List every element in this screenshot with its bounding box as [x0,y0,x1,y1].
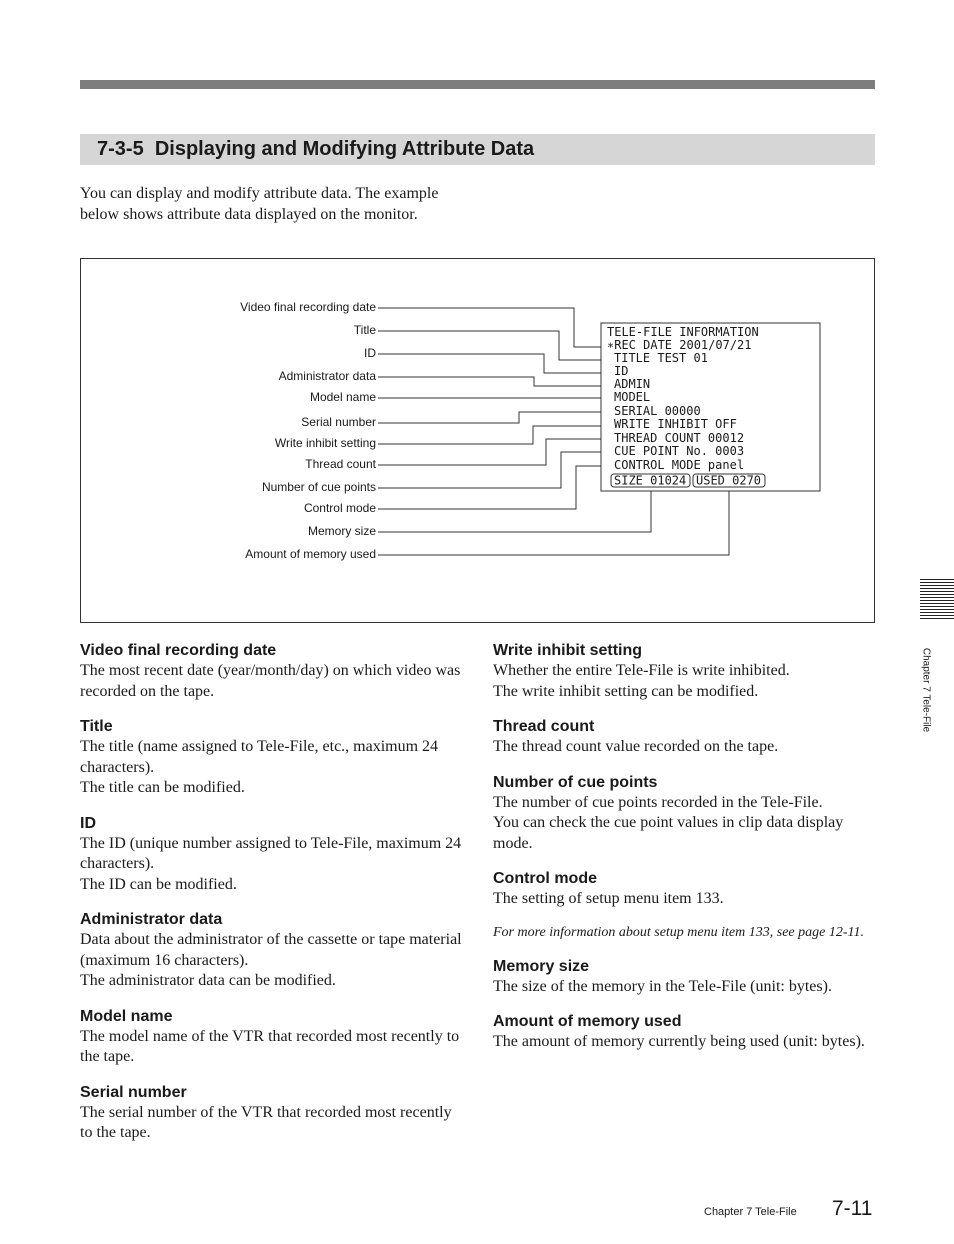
definition-entry [80,640,465,702]
entry-heading: Amount of memory used [493,1013,682,1030]
callout-label: Memory size [307,524,376,538]
attribute-data-figure [80,258,875,623]
thumb-tab-stripe [920,582,954,583]
definition-entry [80,716,465,799]
callout-label: Administrator data [278,369,376,383]
definition-entry [493,772,878,855]
entry-heading: ID [80,814,96,832]
thumb-tab-stripe [920,603,954,604]
callout-label: Thread count [305,457,376,471]
definition-entry [493,956,878,998]
entry-heading: Model name [80,1007,173,1025]
entry-body: The title can be modified. [80,779,245,796]
left-column [80,640,465,1158]
screen-line: TELE-FILE INFORMATION [607,325,759,339]
thumb-tab-stripe [920,618,954,619]
entry-heading: Administrator data [80,911,223,928]
side-chapter-label: Chapter 7 Tele-File [920,647,932,733]
leader-line [378,308,602,347]
intro-paragraph: You can display and modify attribute data. The example below shows attribute data displayed on the monitor. [80,185,439,223]
used-box-text: USED 0270 [696,473,762,488]
definition-entry [493,640,878,702]
entry-heading: Thread count [493,718,595,735]
leader-line [378,377,613,386]
entry-heading: Title [80,718,113,735]
page-number: 7-11 [832,1197,873,1220]
section-title: Displaying and Modifying Attribute Data [154,138,535,160]
thumb-tab-stripe [920,597,954,598]
thumb-tab-stripe [920,585,954,586]
screen-line: SERIAL 00000 [614,404,701,418]
leader-line [378,412,613,423]
callout-label: ID [364,346,376,360]
entry-body: Whether the entire Tele-File is write inhibited. [493,662,790,679]
thumb-tab-stripe [920,615,954,616]
definition-entry [80,909,465,992]
thumb-tab-stripe [920,609,954,610]
thumb-tab-stripe [920,594,954,595]
thumb-tab-stripe [920,606,954,607]
thumb-tab-stripe [920,612,954,613]
entry-note: For more information about setup menu item 133, see page 12-11. [493,924,864,940]
entry-heading: Number of cue points [493,773,658,791]
callout-label: Amount of memory used [245,547,376,561]
leader-line [378,488,651,532]
thumb-tab-stripe [920,591,954,592]
screen-line: CONTROL MODE panel [614,458,745,472]
callout-label: Control mode [303,501,376,515]
section-number: 7-3-5 [97,138,144,160]
entry-body: The amount of memory currently being used (unit: bytes). [493,1033,865,1050]
entry-body: The ID (unique number assigned to Tele-File, maximum 24 characters). [80,834,462,872]
entry-heading: Memory size [493,957,590,975]
entry-body: The number of cue points recorded in the Tele-File. [493,793,823,811]
callout-label: Model name [309,390,376,404]
chapter-thumb-tab [920,579,954,623]
entry-body: The write inhibit setting can be modified. [493,682,759,700]
top-rule [80,80,875,89]
right-column [493,640,878,1067]
entry-heading: Control mode [493,870,597,887]
entry-body: Data about the administrator of the cassette or tape material (maximum 16 characters). [80,931,462,969]
entry-body: The title (name assigned to Tele-File, etc., maximum 24 characters). [80,738,439,776]
callout-label: Write inhibit setting [274,436,376,450]
entry-heading: Serial number [80,1083,187,1101]
screen-line: WRITE INHIBIT OFF [614,417,737,431]
definition-entry [80,1006,465,1068]
thumb-tab-stripe [920,579,954,580]
entry-body: The ID can be modified. [80,875,237,893]
definition-entry [493,1011,878,1053]
screen-line: MODEL [614,390,651,404]
entry-body: The most recent date (year/month/day) on which video was recorded on the tape. [80,662,461,700]
callout-labels [240,300,377,561]
screen-line: ADMIN [614,377,651,391]
callout-label: Number of cue points [261,480,376,494]
definition-entry [80,1082,465,1144]
callout-label: Serial number [301,415,376,429]
definition-entry [493,868,878,942]
section-heading [80,134,875,165]
footer-chapter: Chapter 7 Tele-File [704,1206,797,1218]
leader-line [378,452,613,488]
leader-line [378,426,613,444]
thumb-tab-stripe [920,600,954,601]
definition-entry [80,813,465,896]
entry-heading: Video final recording date [80,642,277,659]
entry-body: The size of the memory in the Tele-File (unit: bytes). [493,977,832,995]
screen-line: TITLE TEST 01 [614,351,708,365]
leader-line [378,488,729,555]
entry-body: You can check the cue point values in clip data display mode. [493,814,844,852]
figure-diagram [81,259,876,624]
screen-line: THREAD COUNT 00012 [614,431,745,445]
screen-line: ∗REC DATE 2001/07/21 [607,338,752,352]
screen-line: ID [614,364,629,378]
callout-label: Video final recording date [240,300,376,314]
callout-label: Title [353,323,376,337]
entry-body: The serial number of the VTR that recorded most recently to the tape. [80,1103,452,1141]
leader-line [378,331,613,360]
screen-line: CUE POINT No. 0003 [614,444,745,458]
entry-body: The setting of setup menu item 133. [493,890,724,907]
entry-body: The administrator data can be modified. [80,972,336,989]
size-box-text: SIZE 01024 [614,473,687,488]
leader-line [378,354,613,373]
entry-heading: Write inhibit setting [493,642,643,659]
thumb-tab-stripe [920,588,954,589]
definition-entry [493,716,878,758]
entry-body: The thread count value recorded on the tape. [493,738,779,755]
entry-body: The model name of the VTR that recorded most recently to the tape. [80,1027,460,1065]
